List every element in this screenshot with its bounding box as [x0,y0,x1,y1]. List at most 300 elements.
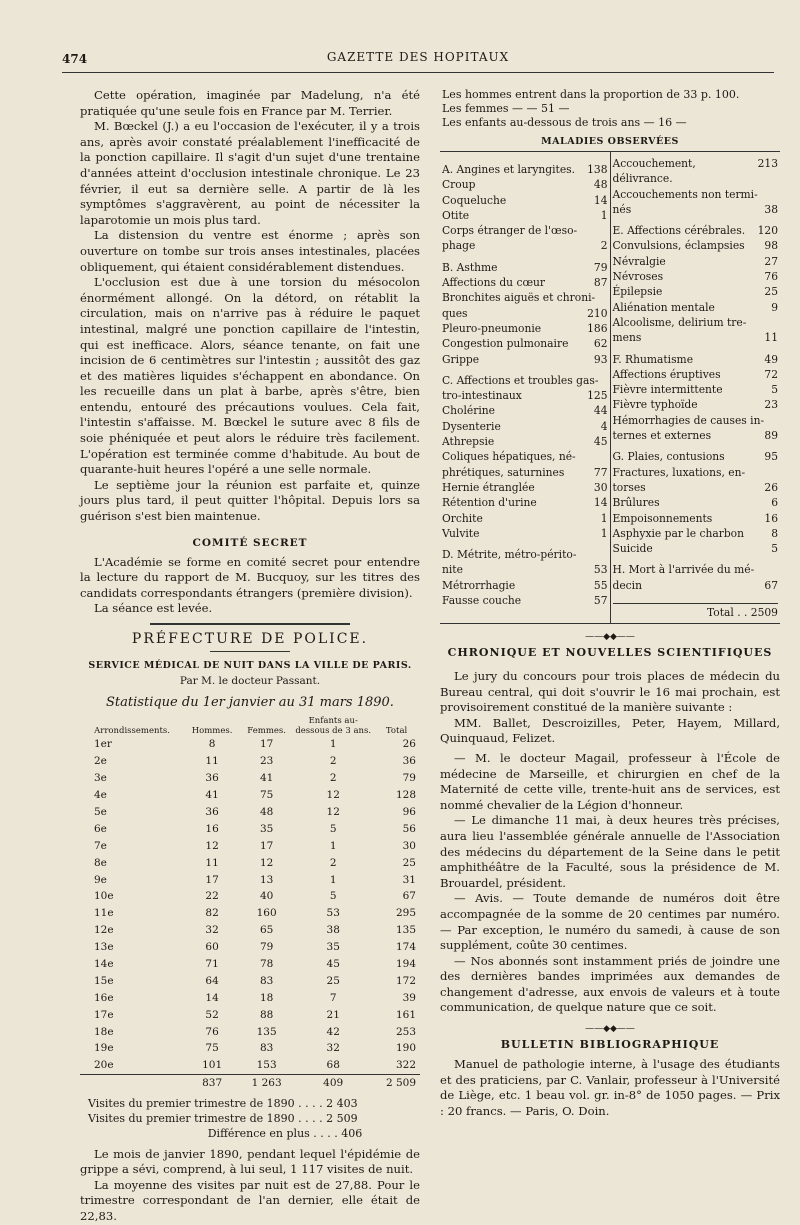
disease-label: mens [612,331,642,345]
table-cell: 172 [395,974,416,987]
list-item [613,269,779,284]
list-item [442,434,608,449]
disease-label: G. Plaies, contusions [612,450,725,464]
table-cell: 1 [329,873,337,886]
table-cell: 11e [94,907,114,920]
disease-count: 210 [587,306,608,320]
section-heading-comite: COMITÉ SECRET [192,536,308,549]
list-item [442,388,608,403]
total-cell: 1 263 [240,1074,293,1091]
table-cell: 253 [395,1025,416,1038]
list-item [442,260,608,275]
table-cell: 18e [94,1025,114,1038]
list-item [613,526,779,541]
paragraph: L'occlusion est due à une torsion du mésocolon énormément allongé. On la détord, on rétablit la circulation, mais on n'arrive pas à réduire le paquet intestinal, malgré une ponction capillaire de l'intestin, qui est inefficace. Alors, séance tenante, on fait une incision de 6 centimètres sur l'intestin ; aussitôt des gaz et des matières liquides s'échappent en abondance. On les recueille dans un plat à barbe, après s'être, bien entendu, entouré des précautions voulues. Cela fait, l'intestin s'affaisse. M. Bœckel le suture avec 8 fils de soie phéniquée et peut alors le réduire très facilement. L'opération est terminée comme d'habitude. Au bout de quarante-huit heures l'opéré a une selle normale. [80,275,420,477]
table-cell: 22 [205,890,219,903]
disease-label: Convulsions, éclampsies [612,239,745,253]
table-cell: 6e [94,822,107,835]
table-cell: 17e [94,1008,114,1021]
table-row [80,989,420,1006]
list-item [442,238,608,253]
table-cell: 67 [402,890,416,903]
disease-label: Névralgie [612,254,666,268]
disease-label: Hernie étranglée [442,480,535,494]
disease-label: Bronchites aiguës et chroni- [442,291,596,305]
disease-label: Dysenterie [442,419,501,433]
table-cell: 75 [259,789,274,802]
table-cell: 25 [326,974,340,987]
disease-label: Rétention d'urine [442,496,537,510]
total-cell: 837 [184,1074,240,1091]
disease-count: 26 [764,480,778,494]
table-cell: 25 [402,856,416,869]
table-cell: 16 [205,822,219,835]
disease-count: 138 [587,163,608,176]
table-cell: 5e [94,806,107,818]
paragraph: La distension du ventre est énorme ; après son ouverture on tombe sur trois anses intestinales, placées obliquement, qui étaient considérablement distendues. [80,228,420,274]
disease-count: 186 [587,321,608,335]
table-cell: 14 [205,991,219,1004]
disease-label: Vulvite [442,526,480,540]
list-item [442,495,608,510]
disease-label: Corps étranger de l'œso- [442,224,578,238]
table-cell: 78 [259,958,274,971]
table-row [80,736,420,753]
visits-line: Visites du premier trimestre de 1890 . . . . 2 403 [88,1096,358,1110]
byline: Par M. le docteur Passant. [179,675,321,687]
table-cell: 13 [259,873,274,886]
total-cell: 2 509 [373,1074,420,1091]
disease-count: 72 [764,367,778,381]
disease-label: Accouchement, délivrance. [612,157,696,186]
list-item [442,578,608,593]
table-cell: 32 [205,924,219,937]
paragraph: — M. le docteur Magail, professeur à l'École de médecine de Marseille, et chirurgien en chef de la Maternité de cette ville, trente-huit ans de services, est nommé chevalier de la Légion d'honneur. [440,750,780,812]
disease-label: Congestion pulmonaire [442,337,569,351]
table-cell: 9e [94,873,107,886]
list-item [442,208,608,223]
table-cell: 31 [402,873,416,886]
list-item [613,352,779,367]
disease-count: 14 [593,496,608,510]
disease-label: nés [612,202,632,216]
difference-line: Différence en plus . . . . 406 [207,1126,363,1140]
disease-label: torses [612,480,646,494]
column-header: Total [385,726,408,736]
page-header [62,48,774,68]
table-cell: 88 [259,1008,274,1021]
disease-label: H. Mort à l'arrivée du mé- [612,563,755,577]
table-cell: 1er [94,738,112,751]
list-item [613,330,779,345]
table-row [80,804,420,821]
table-cell: 18 [259,991,274,1004]
paragraph: Manuel de pathologie interne, à l'usage des étudiants et des praticiens, par C. Vanlair, professeur à l'Université de Liège, etc. 1 beau vol. gr. in-8° de 1050 pages. — Prix : 20 francs. — Paris, O. Doin. [440,1057,780,1118]
table-cell: 60 [205,941,219,954]
table-cell: 2 [329,755,337,768]
table-cell: 7 [329,991,337,1004]
disease-count: 1 [600,208,608,222]
proportion-line: Les hommes entrent dans la proportion de 33 p. 100. [442,88,740,101]
disease-label: C. Affections et troubles gas- [442,373,599,387]
disease-count: 89 [764,429,778,443]
table-cell: 2 [329,856,337,869]
disease-label: Asphyxie par le charbon [612,526,745,540]
column-header: Arrondissements. [94,726,170,736]
table-cell: 42 [326,1025,340,1038]
table-cell: 12 [326,806,340,818]
totals-row [80,1074,420,1091]
list-item [613,382,779,397]
disease-count: 76 [764,270,778,284]
paragraph: Le septième jour la réunion est parfaite et, quinze jours plus tard, il peut quitter l'hôpital. Depuis lors sa guérison s'est bien maintenue. [80,477,420,524]
table-cell: 56 [402,822,416,835]
disease-count: 4 [600,419,608,433]
disease-count: 1 [600,511,608,525]
ornament-divider: ——◆◆—— [585,632,635,643]
table-cell: 8 [208,738,216,751]
table-cell: 5 [329,890,337,903]
list-item [613,254,779,269]
table-cell: 160 [256,907,277,920]
list-item [442,465,608,480]
right-column [440,88,780,1119]
table-cell: 15e [94,974,114,987]
table-cell: 190 [395,1042,416,1055]
statistics-title: Statistique du 1er janvier au 31 mars 1890. [106,695,394,710]
table-cell: 30 [402,839,416,852]
disease-count: 16 [764,511,778,525]
table-cell: 79 [259,941,274,954]
table-cell: 75 [205,1042,219,1055]
table-row [80,837,420,854]
list-item [613,480,779,495]
disease-label: Athrepsie [442,435,495,449]
disease-label: Fausse couche [442,594,522,608]
section-heading-prefecture: PRÉFECTURE DE POLICE. [131,631,369,647]
disease-count: 27 [764,254,778,268]
paragraph: M. Bœckel (J.) a eu l'occasion de l'exécuter, il y a trois ans, après avoir constaté préalablement l'inefficacité de la ponction capillaire. Il s'agit d'un sujet d'une trentaine d'années atteint d'occlusion intestinale chronique. Le 23 février, il eut sa dernière selle. A partir de là les symptômes s'aggravèrent, au point de nécessiter la laparotomie un mois plus tard. [80,119,420,227]
disease-label: Orchite [442,511,483,525]
table-cell: 17 [205,873,219,886]
table-cell: 19e [94,1042,114,1055]
disease-label: Hémorrhagies de causes in- [612,413,765,427]
list-item [613,465,779,480]
page-number: 474 [62,52,88,66]
table-cell: 40 [259,890,274,903]
table-cell: 38 [326,924,340,937]
list-item [613,156,779,187]
disease-label: Coqueluche [442,193,507,207]
disease-count: 1 [600,526,608,540]
table-cell: 1 [329,839,337,852]
table-cell: 83 [259,974,274,987]
list-item [613,397,779,412]
table-cell: 16e [94,991,114,1004]
table-row [80,972,420,989]
paragraph: — Avis. — Toute demande de numéros doit être accompagnée de la somme de 20 centimes par numéro. — Par exception, le numéro du samedi, à cause de son supplément, coûte 30 centimes. [440,891,780,953]
table-cell: 96 [402,806,416,818]
disease-count: 125 [587,389,608,403]
paragraph: Cette opération, imaginée par Madelung, n'a été pratiquée qu'une seule fois en France par M. Terrier. [80,88,420,118]
table-row [80,922,420,939]
disease-label: A. Angines et laryngites. [442,163,576,176]
table-cell: 1 [329,738,337,751]
table-cell: 14e [94,958,114,971]
column-header: Hommes. [191,726,233,736]
column-header: Enfants au-dessous de 3 ans. [295,716,372,736]
table-cell: 76 [205,1025,219,1038]
disease-label: tro-intestinaux [442,389,522,403]
list-item [442,419,608,434]
table-cell: 12e [94,924,114,937]
list-item [613,541,779,556]
table-cell: 71 [205,958,219,971]
list-item [442,511,608,526]
disease-label: Fièvre typhoïde [612,398,698,412]
table-cell: 135 [256,1025,277,1038]
disease-label: decin [612,578,642,592]
list-item [442,480,608,495]
disease-label: E. Affections cérébrales. [612,224,746,238]
table-cell: 101 [202,1059,223,1072]
list-item [613,223,779,238]
disease-label: Fièvre intermittente [612,383,723,397]
disease-count: 45 [593,435,608,449]
table-cell: 45 [326,958,340,971]
table-cell: 4e [94,789,107,802]
maladies-total: Total . . 2509 [613,603,779,619]
disease-label: nite [442,563,463,577]
divider [210,651,290,652]
disease-count: 48 [593,178,608,192]
disease-count: 67 [764,578,778,592]
disease-label: phage [442,239,476,253]
paragraph: L'Académie se forme en comité secret pour entendre la lecture du rapport de M. Bucquoy, sur les titres des candidats correspondants étrangers (première division). [80,554,420,600]
disease-count: 93 [593,352,608,366]
table-cell: 7e [94,839,107,852]
paragraph: La moyenne des visites par nuit est de 27,88. Pour le trimestre correspondant de l'an dernier, elle était de 22,83. [80,1177,420,1224]
table-cell: 295 [395,907,416,920]
disease-count: 14 [593,193,608,207]
table-cell: 12 [205,839,219,852]
list-item [613,284,779,299]
list-item [613,187,779,202]
total-cell: 409 [293,1074,373,1091]
table-row [80,854,420,871]
disease-label: Affections du cœur [442,276,546,290]
table-cell: 36 [205,806,219,818]
disease-label: Otite [442,208,470,222]
table-cell: 3e [94,772,107,785]
disease-label: Épilepsie [612,285,663,299]
table-cell: 35 [326,941,340,954]
list-item [613,578,779,593]
table-cell: 10e [94,890,114,903]
table-cell: 41 [205,789,219,802]
disease-count: 87 [593,276,608,290]
table-cell: 194 [395,958,416,971]
list-item [442,306,608,321]
subheading-service: SERVICE MÉDICAL DE NUIT DANS LA VILLE DE PARIS. [88,660,412,671]
table-cell: 17 [259,839,274,852]
disease-count: 79 [593,260,608,274]
disease-count: 44 [593,404,608,418]
disease-label: Coliques hépatiques, né- [442,450,576,464]
disease-label: Affections éruptives [612,367,721,381]
table-cell: 128 [395,789,416,802]
disease-count: 120 [757,224,778,238]
table-row [80,956,420,973]
table-cell: 68 [326,1059,340,1072]
disease-count: 213 [757,157,778,170]
list-item [613,202,779,217]
disease-label: F. Rhumatisme [612,352,694,366]
table-cell: 12 [326,789,340,802]
table-cell: 21 [326,1008,340,1021]
disease-label: Aliénation mentale [612,300,715,314]
divider [150,623,350,625]
maladies-column-left [440,152,610,624]
table-row [80,787,420,804]
table-row [80,753,420,770]
table-cell: 2e [94,755,107,768]
disease-label: Brûlures [612,496,660,510]
disease-count: 49 [764,352,778,366]
list-item [442,177,608,192]
disease-count: 30 [593,480,608,494]
disease-label: Pleuro-pneumonie [442,321,542,335]
list-item [442,547,608,562]
disease-label: Empoisonnements [612,511,713,525]
disease-count: 55 [593,578,608,592]
visits-summary [80,1096,420,1141]
disease-count: 5 [771,542,778,556]
list-item [442,223,608,238]
table-cell: 20e [94,1059,114,1072]
list-item [613,238,779,253]
list-item [442,336,608,351]
table-cell: 65 [259,924,274,937]
list-item [442,593,608,608]
disease-label: Cholérine [442,404,495,418]
list-item [442,321,608,336]
list-item [613,367,779,382]
maladies-column-right [610,152,780,624]
table-cell: 13e [94,941,114,954]
disease-label: Croup [442,178,476,192]
disease-label: ques [442,306,468,320]
list-item [613,413,779,428]
maladies-heading: MALADIES OBSERVÉES [541,136,679,147]
table-cell: 5 [329,822,337,835]
table-cell: 153 [256,1059,277,1072]
list-item [442,403,608,418]
table-cell: 17 [259,738,274,751]
paragraph: Le jury du concours pour trois places de médecin du Bureau central, qui doit s'ouvrir le 16 mai prochain, est provisoirement constitué de la manière suivante : [440,669,780,715]
list-item [442,373,608,388]
table-row [80,1023,420,1040]
table-row [80,820,420,837]
table-cell: 135 [395,924,416,937]
table-cell: 53 [326,907,340,920]
arrondissement-table [80,716,420,1092]
ornament-divider: ——◆◆—— [585,1024,635,1035]
disease-count: 38 [764,202,778,216]
disease-label: Grippe [442,352,480,366]
list-item [442,290,608,305]
list-item [613,315,779,330]
table-row [80,905,420,922]
publication-title: GAZETTE DES HOPITAUX [326,50,510,64]
disease-count: 2 [600,239,608,253]
proportion-line: Les femmes — — 51 — [442,102,570,115]
table-row [80,770,420,787]
list-item [613,495,779,510]
table-cell: 11 [205,755,219,768]
disease-label: Métrorrhagie [442,578,516,592]
disease-label: Suicide [612,542,653,556]
table-cell: 83 [259,1042,274,1055]
disease-label: Alcoolisme, delirium tre- [612,315,747,329]
paragraph: La séance est levée. [94,601,213,616]
disease-count: 77 [593,465,608,479]
table-cell: 26 [402,738,416,751]
table-cell: 48 [259,806,274,818]
disease-label: Accouchements non termi- [612,187,758,201]
disease-count: 57 [593,594,608,608]
disease-count: 9 [771,300,778,314]
disease-count: 8 [771,526,778,540]
table-cell: 32 [326,1042,340,1055]
disease-count: 95 [764,450,778,464]
list-item [613,449,779,464]
list-item [613,562,779,577]
disease-count: 53 [593,563,608,577]
disease-label: Névroses [612,270,664,284]
disease-label: Fractures, luxations, en- [612,465,746,479]
list-item [613,428,779,443]
disease-count: 98 [764,239,778,253]
column-header: Femmes. [247,726,286,736]
list-item [442,275,608,290]
paragraph: — Le dimanche 11 mai, à deux heures très précises, aura lieu l'assemblée générale annuelle de l'Association des médecins du département de la Seine dans le petit amphithéâtre de la Faculté, sous la présidence de M. Brouardel, président. [440,813,780,890]
disease-count: 5 [771,383,778,397]
left-column [80,88,420,1225]
disease-label: phrétiques, saturnines [442,465,565,479]
list-item [442,352,608,367]
disease-count: 23 [764,398,778,412]
table-cell: 322 [395,1059,416,1072]
table-row [80,1006,420,1023]
table-cell: 23 [259,755,274,768]
table-row [80,871,420,888]
table-cell: 8e [94,856,107,869]
table-cell: 12 [259,856,274,869]
table-row [80,1040,420,1057]
proportion-line: Les enfants au-dessous de trois ans — 16 — [442,116,687,129]
disease-count: 11 [764,331,778,345]
list-item [442,162,608,177]
list-item [442,193,608,208]
disease-label: D. Métrite, métro-périto- [442,548,577,562]
table-row [80,888,420,905]
list-item [613,300,779,315]
table-cell: 35 [259,822,274,835]
table-cell: 36 [402,755,416,768]
table-cell: 79 [402,772,416,785]
section-heading-chronique: CHRONIQUE ET NOUVELLES SCIENTIFIQUES [447,646,773,660]
